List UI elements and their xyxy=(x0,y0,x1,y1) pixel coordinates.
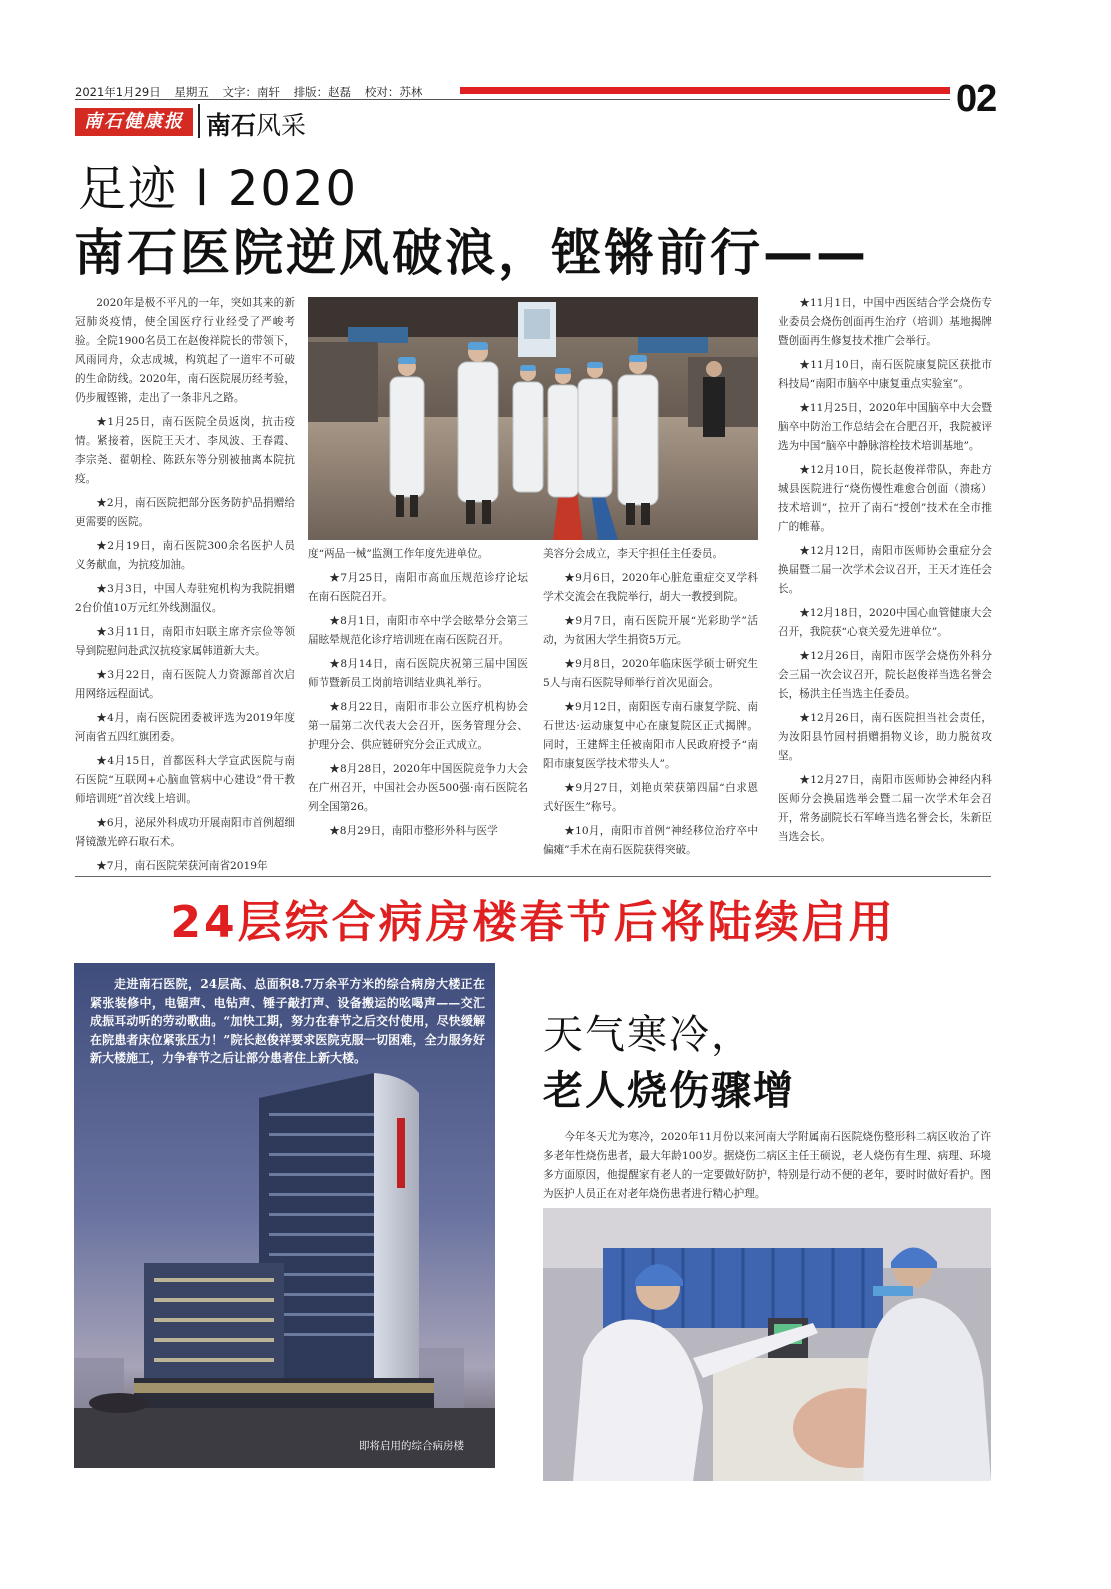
issue-date: 2021年1月29日 xyxy=(75,85,161,99)
burn-care-illustration xyxy=(543,1208,991,1481)
burn-title-line1: 天气寒冷， xyxy=(543,1012,753,1058)
proof-credit: 校对：苏林 xyxy=(364,85,423,99)
newspaper-logo: 南石健康报 xyxy=(75,108,193,136)
header-red-bar xyxy=(460,87,950,94)
milestone-item: ★11月25日，2020年中国脑卒中大会暨脑卒中防治工作总结会在合肥召开，我院被评选为中国“脑卒中静脉溶栓技术培训基地”。 xyxy=(778,402,992,452)
milestone-item: ★12月18日，2020中国心血管健康大会召开，我院获“心衰关爱先进单位”。 xyxy=(778,607,992,638)
milestone-item: ★11月1日，中国中西医结合学会烧伤专业委员会烧伤创面再生治疗（培训）基地揭牌暨创面再生修复技术推广会举行。 xyxy=(778,297,992,347)
section-divider xyxy=(75,876,991,877)
spacer xyxy=(340,1124,342,1126)
page-number: 02 xyxy=(956,78,997,120)
ward-building-body: 走进南石医院，24层高、总面积8.7万余平方米的综合病房大楼正在紧张装修中，电锯声、电钻声、锤子敲打声、设备搬运的吆喝声——交汇成振耳动听的劳动歌曲。“加快工期，努力在春节之后交付使用，尽快缓解在院患者床位紧张压力！”院长赵俊祥要求医院克服一切困难，全力服务好新大楼施工，力争春节之后让部分患者住上新大楼。 xyxy=(90,977,485,1065)
milestone-item: ★3月3日，中国人寿驻宛机构为我院捐赠2台价值10万元红外线测温仪。 xyxy=(75,583,295,614)
milestone-item: ★9月8日，2020年临床医学硕士研究生5人与南石医院导师举行首次见面会。 xyxy=(543,658,758,689)
milestone-item: ★6月，泌尿外科成功开展南阳市首例超细肾镜激光碎石取石术。 xyxy=(75,817,295,848)
header-rule xyxy=(75,99,950,100)
milestone-item: ★8月29日，南阳市整形外科与医学 xyxy=(329,825,498,837)
milestone-item: ★7月25日，南阳市高血压规范诊疗论坛在南石医院召开。 xyxy=(308,572,528,603)
milestone-item: ★1月25日，南石医院全员返岗，抗击疫情。紧接着，医院王天才、李凤波、王春霞、李宗尧、翟朝栓、陈跃东等分别被抽离本院抗疫。 xyxy=(75,416,295,485)
ward-building-headline: 24层综合病房楼春节后将陆续启用 xyxy=(170,897,896,948)
milestone-item: ★12月26日，南石医院担当社会责任，为汝阳县竹园村捐赠捐物义诊，助力脱贫攻坚。 xyxy=(778,712,992,762)
burn-title-line2: 老人烧伤骤增 xyxy=(543,1068,795,1114)
article-column-1 xyxy=(75,294,295,881)
milestone-item: 度“两品一械”监测工作年度先进单位。 xyxy=(308,548,489,560)
main-title-line2: 南石医院逆风破浪，铿锵前行—— xyxy=(74,224,869,282)
milestone-item: ★3月22日，南石医院人力资源部首次启用网络远程面试。 xyxy=(75,669,295,700)
milestone-item: 美容分会成立，李天宇担任主任委员。 xyxy=(543,548,724,560)
section-title-light: 风采 xyxy=(256,111,307,140)
milestone-item: ★9月7日，南石医院开展“光彩助学”活动，为贫困大学生捐资5万元。 xyxy=(543,615,758,646)
milestone-item: ★4月15日，首都医科大学宣武医院与南石医院“互联网+心脑血管病中心建设”骨干教师培训班”首次线上培训。 xyxy=(75,755,295,805)
milestone-item: ★2月，南石医院把部分医务防护品捐赠给更需要的医院。 xyxy=(75,497,295,528)
milestone-item: ★3月11日，南阳市妇联主席齐宗俭等领导到院慰问赴武汉抗疫家属韩道新大夫。 xyxy=(75,626,295,657)
section-title-bold: 南石 xyxy=(206,111,257,140)
milestone-item: ★12月26日，南阳市医学会烧伤外科分会三届一次会议召开，院长赵俊祥当选名誉会长，杨洪主任当选主任委员。 xyxy=(778,650,992,700)
main-title-line1: 足迹 l 2020 xyxy=(78,161,359,217)
milestone-item: ★12月12日，南阳市医师协会重症分会换届暨二届一次学术会议召开，王天才连任会长。 xyxy=(778,545,992,595)
article-column-4 xyxy=(778,294,992,852)
milestone-item: ★8月28日，2020年中国医院竞争力大会在广州召开，中国社会办医500强·南石医院名列全国第26。 xyxy=(308,763,528,813)
issue-weekday: 星期五 xyxy=(174,85,209,99)
article-intro: 2020年是极不平凡的一年，突如其来的新冠肺炎疫情，使全国医疗行业经受了严峻考验。全院1900名员工在赵俊祥院长的带领下，风雨同舟，众志成城，构筑起了一道牢不可破的生命防线。2020年，南石医院展历经考验，仍步履铿锵，走出了一条非凡之路。 xyxy=(75,297,295,404)
layout-credit: 排版：赵磊 xyxy=(293,85,352,99)
milestone-item: ★8月14日，南石医院庆祝第三届中国医师节暨新员工岗前培训结业典礼举行。 xyxy=(308,658,528,689)
hallway-illustration xyxy=(308,297,758,540)
milestone-item: ★4月，南石医院团委被评选为2019年度河南省五四红旗团委。 xyxy=(75,712,295,743)
burn-article-body: 今年冬天尤为寒冷，2020年11月份以来河南大学附属南石医院烧伤整形科二病区收治了许多老年性烧伤患者，最大年龄100岁。据烧伤二病区主任王硕说，老人烧伤有生理、病理、环境多方面原因，他提醒家有老人的一定要做好防护，特别是行动不便的老年，要时时做好看护。图为医护人员正在对老年烧伤患者进行精心护理。 xyxy=(543,1131,991,1200)
hospital-hallway-photo xyxy=(308,297,758,540)
milestone-item: ★12月10日，院长赵俊祥带队，奔赴方城县医院进行“烧伤慢性难愈合创面（溃疡）技术培训”，拉开了南石“授创”技术在全市推广的帷幕。 xyxy=(778,464,992,533)
milestone-item: ★7月，南石医院荣获河南省2019年 xyxy=(96,860,268,872)
text-credit: 文字：南轩 xyxy=(222,85,281,99)
milestone-item: ★2月19日，南石医院300余名医护人员义务献血，为抗疫加油。 xyxy=(75,540,295,571)
milestone-item: ★9月12日，南阳医专南石康复学院、南石世达·运动康复中心在康复院区正式揭牌。同时，王建辉主任被南阳市人民政府授予“南阳市康复医学技术带头人”。 xyxy=(543,701,758,770)
milestone-item: ★9月6日，2020年心脏危重症交叉学科学术交流会在我院举行，胡大一教授到院。 xyxy=(543,572,758,603)
milestone-item: ★8月1日，南阳市卒中学会眩晕分会第三届眩晕规范化诊疗培训班在南石医院召开。 xyxy=(308,615,528,646)
article-column-2 xyxy=(308,545,528,846)
logo-divider xyxy=(198,104,200,138)
milestone-item: ★11月10日，南石医院康复院区获批市科技局“南阳市脑卒中康复重点实验室”。 xyxy=(778,359,992,390)
milestone-item: ★12月27日，南阳市医师协会神经内科医师分会换届选举会暨二届一次学术年会召开，常务副院长石军峰当选名誉会长，朱新臣当选会长。 xyxy=(778,774,992,843)
milestone-item: ★9月27日，刘艳贞荣获第四届“白求恩式好医生”称号。 xyxy=(543,782,758,813)
section-title xyxy=(206,106,306,142)
milestone-item: ★10月，南阳市首例“神经移位治疗卒中偏瘫”手术在南石医院获得突破。 xyxy=(543,825,758,856)
milestone-item: ★8月22日，南阳市非公立医疗机构协会第一届第二次代表大会召开，医务管理分会、护理分会、供应链研究分会正式成立。 xyxy=(308,701,528,751)
burn-care-photo xyxy=(543,1208,991,1481)
header-meta xyxy=(75,84,432,100)
building-caption: 即将启用的综合病房楼 xyxy=(359,1440,464,1452)
article-column-3 xyxy=(543,545,758,865)
